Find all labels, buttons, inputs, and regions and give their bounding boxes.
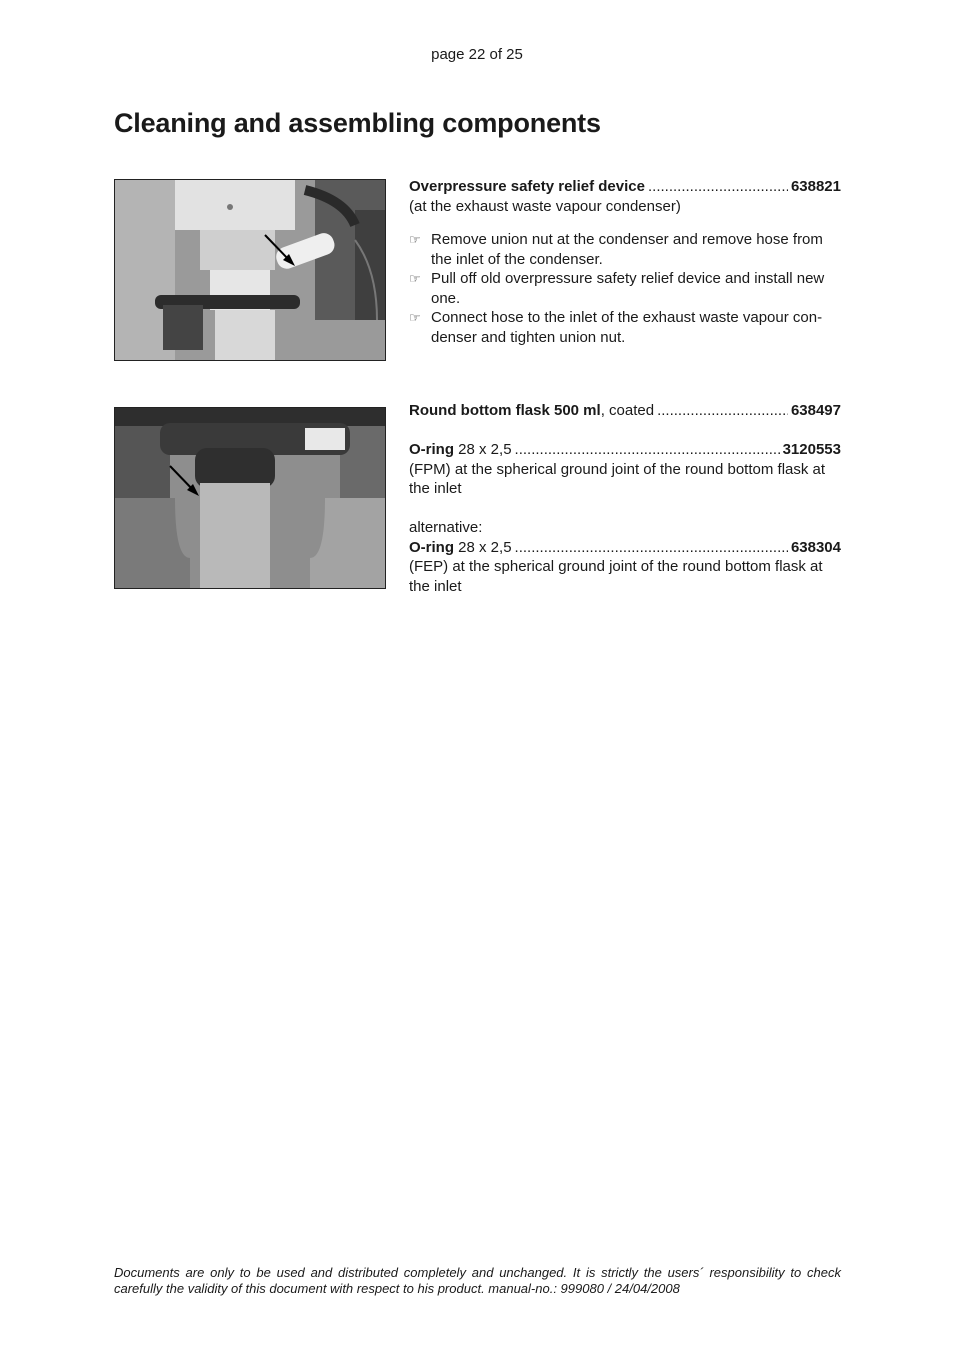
oring-fpm-group xyxy=(409,440,512,460)
instruction-list xyxy=(409,230,841,347)
alternative-label: alternative: xyxy=(409,519,483,536)
oring-fep-part-number: 638304 xyxy=(790,538,841,556)
pointing-hand-icon: ☞ xyxy=(409,232,421,247)
leader-dots xyxy=(648,177,788,197)
oring-fpm-name: O-ring xyxy=(409,441,454,458)
instruction-item xyxy=(409,308,841,347)
instruction-item xyxy=(409,269,841,308)
leader-dots xyxy=(515,538,788,558)
flask-name: Round bottom flask 500 ml xyxy=(409,402,601,419)
oring-fpm-part-number: 3120553 xyxy=(782,441,841,458)
page-title: Cleaning and assembling components xyxy=(114,108,601,138)
flask-joint-photo xyxy=(114,407,386,589)
oring-fep-group xyxy=(409,538,512,558)
section-relief-device xyxy=(409,177,841,347)
leader-dots xyxy=(515,440,780,460)
leader-dots xyxy=(657,401,788,421)
instruction-item xyxy=(409,230,841,269)
flask-part-number: 638497 xyxy=(790,402,841,419)
oring-fep-name: O-ring xyxy=(409,538,454,556)
oring-fep-description: (FEP) at the spherical ground joint of the round bottom flask at the inlet xyxy=(409,558,823,595)
pointing-hand-icon: ☞ xyxy=(409,271,421,286)
oring-fep-size: 28 x 2,5 xyxy=(454,538,512,556)
relief-device-line xyxy=(409,177,841,197)
instruction-text: Remove union nut at the condenser and remove hose from the inlet of the condenser. xyxy=(431,231,823,268)
oring-fpm-description: (FPM) at the spherical ground joint of the round bottom flask at the inlet xyxy=(409,460,826,497)
oring-fpm-line xyxy=(409,440,841,460)
relief-device-name: Overpressure safety relief device xyxy=(409,178,645,195)
page-number: page 22 of 25 xyxy=(431,46,523,63)
flask-suffix: , coated xyxy=(600,402,655,419)
section-flask-orings xyxy=(409,401,841,596)
instruction-text: Pull off old overpressure safety relief device and install new one. xyxy=(431,270,825,307)
relief-device-photo xyxy=(114,179,386,361)
relief-device-part-number: 638821 xyxy=(790,178,841,195)
footer-disclaimer: Documents are only to be used and distributed completely and unchanged. It is strictly the users´ responsibility to check carefully the validity of this document with respect to his product. manual-no.: 999080 / 24/04/2008 xyxy=(114,1265,841,1296)
pointing-hand-icon: ☞ xyxy=(409,310,421,325)
flask-line xyxy=(409,401,841,421)
instruction-text: Connect hose to the inlet of the exhaust waste vapour con-denser and tighten union nut. xyxy=(431,309,823,346)
oring-fep-line xyxy=(409,538,841,558)
relief-device-location: (at the exhaust waste vapour condenser) xyxy=(409,197,681,215)
oring-fpm-size: 28 x 2,5 xyxy=(454,441,512,458)
flask-name-group xyxy=(409,401,654,421)
